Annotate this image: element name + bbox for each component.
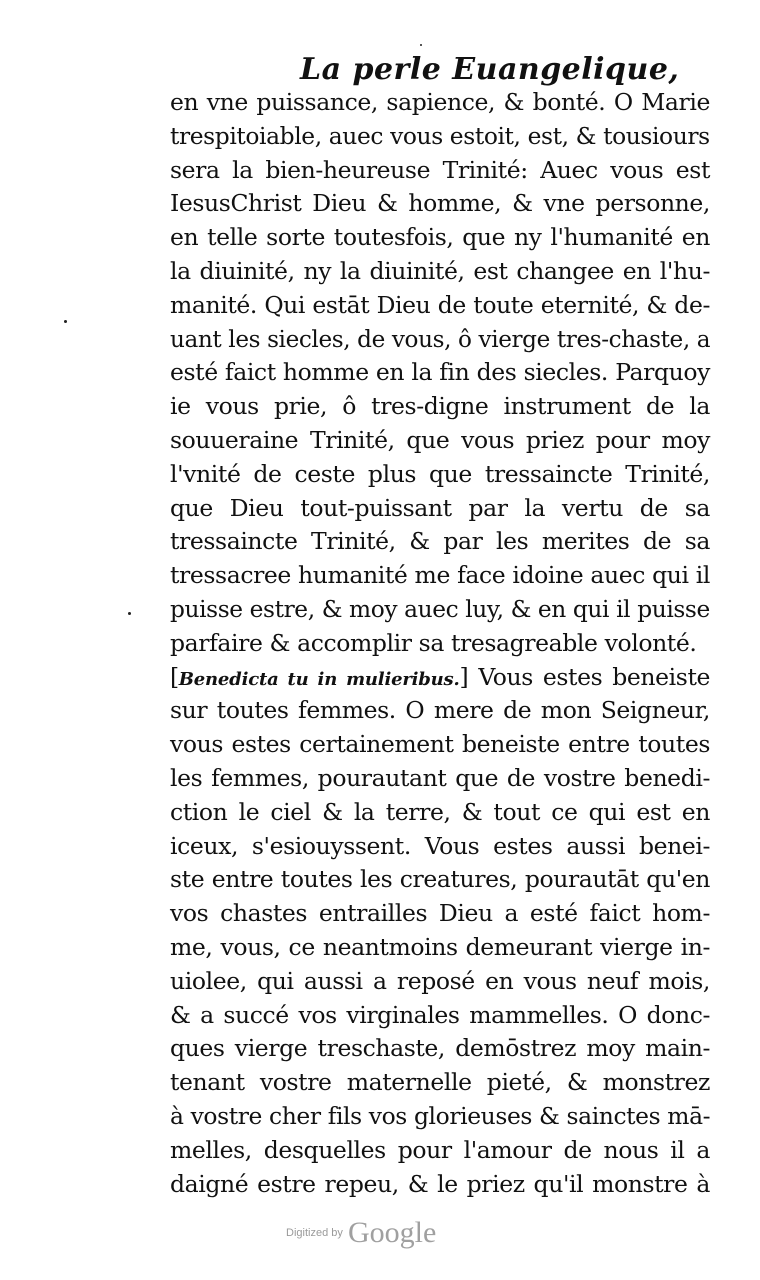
text-line: me, vous, ce neantmoins demeurant vierge in- <box>170 932 710 961</box>
text-line: ie vous prie, ô tres-digne instrument de la <box>170 392 710 421</box>
text-line: ste entre toutes les creatures, pourautāt qu'en <box>170 865 710 894</box>
open-bracket: [ <box>170 662 179 691</box>
text-line: l'vnité de ceste plus que tressaincte Trinité, <box>170 459 710 488</box>
latin-line-rest: Vous estes beneiste <box>468 662 710 691</box>
margin-speck <box>128 612 131 615</box>
running-head: La perle Euangelique, <box>300 52 680 87</box>
text-line: à vostre cher fils vos glorieuses & sainctes mā- <box>170 1101 711 1130</box>
text-line: manité. Qui estāt Dieu de toute eternité, & de- <box>170 290 710 319</box>
margin-speck <box>64 320 67 323</box>
text-line: que Dieu tout-puissant par la vertu de sa <box>170 493 710 522</box>
text-line: ction le ciel & la terre, & tout ce qui est en <box>170 797 710 826</box>
digitized-by-label: Digitized by <box>286 1227 343 1239</box>
text-line: vos chastes entrailles Dieu a esté faict hom- <box>170 899 710 928</box>
text-line: vous estes certainement beneiste entre toutes <box>170 730 710 759</box>
body-text <box>170 86 710 1201</box>
text-line: iceux, s'esiouyssent. Vous estes aussi benei- <box>170 831 710 860</box>
text-line: esté faict homme en la fin des siecles. Parquoy <box>170 358 710 387</box>
text-line: trespitoiable, auec vous estoit, est, & tousiours <box>170 121 710 150</box>
latin-quote-line <box>170 661 710 695</box>
text-line: les femmes, pourautant que de vostre benedi- <box>170 763 710 792</box>
text-line: uiolee, qui aussi a reposé en vous neuf mois, <box>170 966 710 995</box>
text-line: sur toutes femmes. O mere de mon Seigneur, <box>170 696 710 725</box>
text-line: sera la bien-heureuse Trinité: Auec vous est <box>170 155 710 184</box>
close-bracket: ] <box>459 662 469 691</box>
text-line: en telle sorte toutesfois, que ny l'humanité en <box>170 223 710 252</box>
text-line: daigné estre repeu, & le priez qu'il monstre à <box>170 1169 710 1198</box>
text-line: la diuinité, ny la diuinité, est changee en l'hu- <box>170 256 710 285</box>
text-line: uant les siecles, de vous, ô vierge tres-chaste, a <box>170 324 711 353</box>
margin-speck <box>420 44 422 46</box>
text-line: puisse estre, & moy auec luy, & en qui il puisse <box>170 594 710 623</box>
text-line: tressaincte Trinité, & par les merites de sa <box>170 527 710 556</box>
text-line: IesusChrist Dieu & homme, & vne personne, <box>170 189 710 218</box>
text-line: ques vierge treschaste, demōstrez moy main- <box>170 1034 710 1063</box>
text-line: souueraine Trinité, que vous priez pour moy <box>170 425 710 454</box>
google-logo: Google <box>347 1216 437 1249</box>
latin-quote: Benedicta tu in mulieribus. <box>178 668 460 690</box>
google-watermark <box>286 1216 436 1250</box>
text-line: tenant vostre maternelle pieté, & monstrez <box>170 1068 710 1097</box>
text-line: & a succé vos virginales mammelles. O donc- <box>170 1000 710 1029</box>
text-line: melles, desquelles pour l'amour de nous il a <box>170 1135 710 1164</box>
text-line: en vne puissance, sapience, & bonté. O Marie <box>170 88 710 116</box>
text-line: tressacree humanité me face idoine auec qui il <box>170 561 710 590</box>
text-line: parfaire & accomplir sa tresagreable volonté. <box>170 628 697 657</box>
